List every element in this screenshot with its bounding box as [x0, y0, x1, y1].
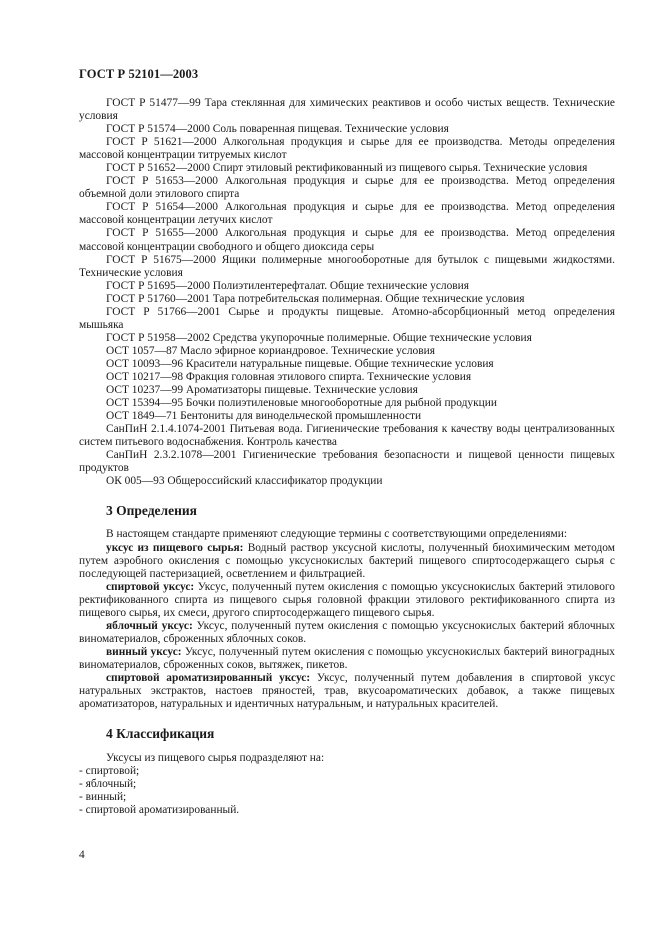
definition-term: спиртовой ароматизированный уксус: — [106, 671, 311, 684]
section-4-heading: 4 Классификация — [106, 726, 215, 742]
definition-term: яблочный уксус: — [106, 619, 193, 632]
classification-item: - яблочный; — [79, 778, 137, 791]
reference-item: ОСТ 1849—71 Бентониты для винодельческой промышленности — [106, 410, 422, 423]
reference-item: ОК 005—93 Общероссийский классификатор продукции — [106, 475, 383, 488]
reference-item: ОСТ 10237—99 Ароматизаторы пищевые. Технические условия — [106, 384, 418, 397]
reference-item: ОСТ 10217—98 Фракция головная этилового спирта. Технические условия — [106, 370, 472, 383]
reference-item: ОСТ 1057—87 Масло эфирное кориандровое. Технические условия — [106, 344, 435, 357]
definition-text: Уксус, полученный путем окисления с помощью уксуснокислых бактерий яблочных виноматериалов, сброженных яблочных соков. — [79, 619, 615, 645]
reference-item: ОСТ 10093—96 Красители натуральные пищевые. Общие технические условия — [106, 357, 494, 370]
reference-item: ГОСТ Р 51652—2000 Спирт этиловый ректификованный из пищевого сырья. Технические условия — [106, 162, 588, 175]
document-body — [79, 97, 615, 817]
reference-item: СанПиН 2.3.2.1078—2001 Гигиенические требования безопасности и пищевой ценности пищевых продуктов — [79, 449, 615, 475]
definition-text: Уксус, полученный путем окисления с помощью уксуснокислых бактерий виноградных виноматериалов, сброженных соков, вытяжек, пикетов. — [79, 645, 616, 671]
definition-term: спиртовой уксус: — [106, 580, 195, 593]
reference-item: ГОСТ Р 51653—2000 Алкогольная продукция и сырье для ее производства. Метод определения объемной доли этилового спирта — [79, 175, 615, 201]
reference-item: ГОСТ Р 51621—2000 Алкогольная продукция и сырье для ее производства. Методы определения массовой концентрации титруемых кислот — [79, 136, 615, 162]
definition-text: Водный раствор уксусной кислоты, полученный биохимическим методом путем аэробного окисления с помощью уксуснокислых бактерий пищевого спиртосодержащего сырья с последующей пастеризацией, осветлением и фильтрацией. — [79, 541, 615, 580]
classification-item: - спиртовой ароматизированный. — [79, 804, 240, 817]
definition-item — [79, 542, 615, 581]
definition-item — [79, 620, 615, 646]
reference-item: ГОСТ Р 51655—2000 Алкогольная продукция и сырье для ее производства. Метод определения массовой концентрации свободного и общего диоксида серы — [79, 227, 615, 253]
section-3-heading: 3 Определения — [106, 503, 197, 519]
section-3-intro: В настоящем стандарте применяют следующие термины с соответствующими определениями: — [106, 528, 568, 541]
reference-item: ГОСТ Р 51760—2001 Тара потребительская полимерная. Общие технические условия — [106, 292, 525, 305]
reference-item: ГОСТ Р 51574—2000 Соль поваренная пищевая. Технические условия — [106, 123, 449, 136]
definition-item — [79, 581, 615, 620]
definition-text: Уксус, полученный путем окисления с помощью уксуснокислых бактерий этилового ректификованного спирта из пищевого сырья головной фракции этилового ректификованного спирта из пищевого сырья, их смеси, другого спиртосодержащего пищевого сырья. — [79, 580, 615, 619]
definition-term: винный уксус: — [106, 645, 182, 658]
definition-term: уксус из пищевого сырья: — [106, 541, 244, 554]
classification-item: - винный; — [79, 791, 127, 804]
reference-item: ГОСТ Р 51477—99 Тара стеклянная для химических реактивов и особо чистых веществ. Технические условия — [79, 97, 615, 123]
page-number: 4 — [79, 849, 85, 861]
definition-item — [79, 646, 615, 672]
reference-item: ГОСТ Р 51675—2000 Ящики полимерные многооборотные для бутылок с пищевыми жидкостями. Технические условия — [79, 253, 615, 279]
reference-item: ГОСТ Р 51654—2000 Алкогольная продукция и сырье для ее производства. Метод определения массовой концентрации летучих кислот — [79, 201, 615, 227]
reference-item: СанПиН 2.1.4.1074-2001 Питьевая вода. Гигиенические требования к качеству воды централизованных систем питьевого водоснабжения. Контроль качества — [79, 423, 615, 449]
document-header: ГОСТ Р 52101—2003 — [79, 67, 199, 81]
reference-item: ГОСТ Р 51695—2000 Полиэтилентерефталат. Общие технические условия — [106, 279, 469, 292]
normative-references-list — [79, 97, 615, 488]
reference-item: ГОСТ Р 51766—2001 Сырье и продукты пищевые. Атомно-абсорбционный метод определения мышьяка — [79, 305, 615, 331]
definition-item — [79, 672, 615, 711]
classification-item: - спиртовой; — [79, 765, 140, 778]
reference-item: ГОСТ Р 51958—2002 Средства укупорочные полимерные. Общие технические условия — [106, 331, 532, 344]
definition-text: Уксус, полученный путем добавления в спиртовой уксус натуральных экстрактов, настоев пряностей, трав, вкусоароматических добавок, а также пищевых ароматизаторов, натуральных и идентичных натуральным, и натуральных красителей. — [79, 671, 615, 711]
section-4-intro: Уксусы из пищевого сырья подразделяют на: — [106, 752, 325, 765]
reference-item: ОСТ 15394—95 Бочки полиэтиленовые многооборотные для рыбной продукции — [106, 397, 497, 410]
